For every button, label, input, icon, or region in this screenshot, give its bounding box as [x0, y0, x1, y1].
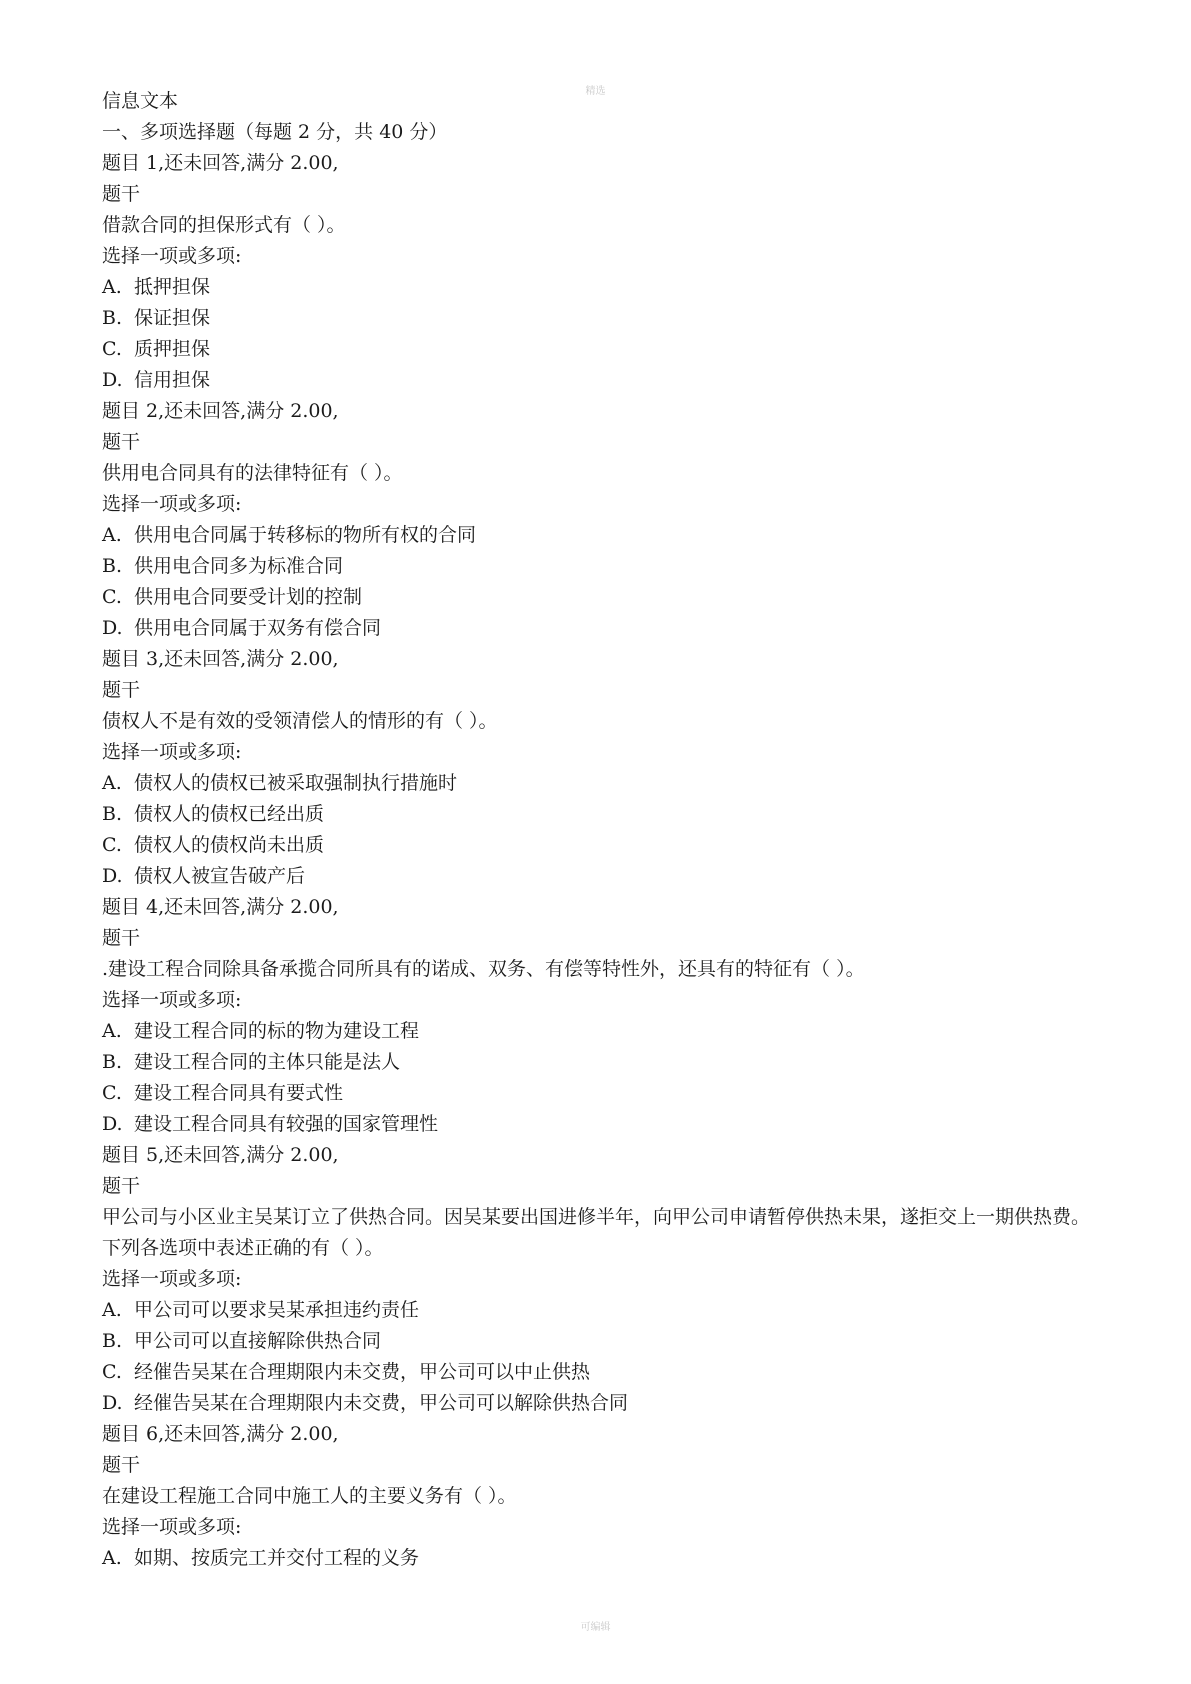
question-block — [102, 1140, 1102, 1419]
option-text: 经催告吴某在合理期限内未交费，甲公司可以解除供热合同 — [134, 1392, 629, 1414]
question-status: 题目 6,还未回答,满分 2.00, — [102, 1423, 339, 1445]
question-block — [102, 892, 1102, 1140]
option-letter: D. — [102, 617, 123, 639]
document-title: 信息文本 — [102, 90, 179, 112]
stem-label: 题干 — [102, 183, 141, 205]
option-text: 供用电合同属于转移标的物所有权的合同 — [134, 524, 477, 546]
stem-label: 题干 — [102, 679, 141, 701]
option-item[interactable] — [102, 830, 1102, 861]
option-item[interactable] — [102, 613, 1102, 644]
option-letter: D. — [102, 865, 123, 887]
choose-instruction: 选择一项或多项: — [102, 989, 242, 1011]
choose-instruction: 选择一项或多项: — [102, 1268, 242, 1290]
question-text: 借款合同的担保形式有（ ）。 — [102, 214, 346, 236]
question-status: 题目 5,还未回答,满分 2.00, — [102, 1144, 339, 1166]
option-item[interactable] — [102, 1295, 1102, 1326]
option-item[interactable] — [102, 1388, 1102, 1419]
choose-instruction: 选择一项或多项: — [102, 245, 242, 267]
footer-watermark: 可编辑 — [580, 1622, 611, 1633]
option-text: 供用电合同属于双务有偿合同 — [134, 617, 382, 639]
option-text: 抵押担保 — [134, 276, 211, 298]
option-text: 如期、按质完工并交付工程的义务 — [134, 1547, 420, 1569]
question-text: 供用电合同具有的法律特征有（ ）。 — [102, 462, 403, 484]
option-text: 信用担保 — [134, 369, 211, 391]
option-letter: B. — [102, 555, 123, 577]
option-letter: A. — [102, 772, 122, 794]
stem-label: 题干 — [102, 1175, 141, 1197]
option-item[interactable] — [102, 768, 1102, 799]
option-item[interactable] — [102, 365, 1102, 396]
question-block — [102, 148, 1102, 396]
question-text: .建设工程合同除具备承揽合同所具有的诺成、双务、有偿等特性外，还具有的特征有（ ）。 — [102, 958, 865, 980]
option-item[interactable] — [102, 520, 1102, 551]
option-item[interactable] — [102, 334, 1102, 365]
option-letter: B. — [102, 1051, 123, 1073]
question-block — [102, 396, 1102, 644]
question-block — [102, 1419, 1102, 1574]
option-letter: C. — [102, 1082, 122, 1104]
option-text: 保证担保 — [134, 307, 211, 329]
option-text: 建设工程合同的标的物为建设工程 — [134, 1020, 420, 1042]
option-text: 供用电合同多为标准合同 — [134, 555, 344, 577]
option-letter: A. — [102, 1299, 122, 1321]
choose-instruction: 选择一项或多项: — [102, 493, 242, 515]
stem-label: 题干 — [102, 927, 141, 949]
option-item[interactable] — [102, 1109, 1102, 1140]
option-item[interactable] — [102, 799, 1102, 830]
option-text: 甲公司可以要求吴某承担违约责任 — [134, 1299, 420, 1321]
option-letter: D. — [102, 1113, 123, 1135]
option-letter: C. — [102, 586, 122, 608]
option-item[interactable] — [102, 861, 1102, 892]
option-letter: D. — [102, 1392, 123, 1414]
option-text: 债权人的债权已经出质 — [134, 803, 325, 825]
option-item[interactable] — [102, 1543, 1102, 1574]
question-status: 题目 4,还未回答,满分 2.00, — [102, 896, 339, 918]
option-item[interactable] — [102, 272, 1102, 303]
question-status: 题目 1,还未回答,满分 2.00, — [102, 152, 339, 174]
question-status: 题目 2,还未回答,满分 2.00, — [102, 400, 339, 422]
choose-instruction: 选择一项或多项: — [102, 741, 242, 763]
header-watermark: 精选 — [585, 86, 606, 97]
option-text: 经催告吴某在合理期限内未交费，甲公司可以中止供热 — [134, 1361, 591, 1383]
option-text: 建设工程合同具有较强的国家管理性 — [134, 1113, 439, 1135]
option-text: 债权人的债权尚未出质 — [134, 834, 325, 856]
option-text: 质押担保 — [134, 338, 211, 360]
option-letter: A. — [102, 276, 122, 298]
option-letter: A. — [102, 1020, 122, 1042]
document-body — [102, 86, 1102, 1574]
option-text: 建设工程合同的主体只能是法人 — [134, 1051, 401, 1073]
option-item[interactable] — [102, 1078, 1102, 1109]
question-block — [102, 644, 1102, 892]
option-letter: A. — [102, 1547, 122, 1569]
option-item[interactable] — [102, 582, 1102, 613]
option-letter: D. — [102, 369, 123, 391]
question-list — [102, 148, 1102, 1574]
option-item[interactable] — [102, 1326, 1102, 1357]
option-letter: B. — [102, 803, 123, 825]
option-letter: B. — [102, 1330, 123, 1352]
option-text: 供用电合同要受计划的控制 — [134, 586, 363, 608]
option-item[interactable] — [102, 1016, 1102, 1047]
option-text: 甲公司可以直接解除供热合同 — [134, 1330, 382, 1352]
option-item[interactable] — [102, 303, 1102, 334]
question-text: 甲公司与小区业主吴某订立了供热合同。因吴某要出国进修半年，向甲公司申请暂停供热未果，遂拒交上一期供热费。下列各选项中表述正确的有（ ）。 — [102, 1206, 1091, 1259]
section-heading: 一、多项选择题（每题 2 分，共 40 分） — [102, 121, 448, 143]
option-text: 债权人的债权已被采取强制执行措施时 — [134, 772, 458, 794]
option-letter: B. — [102, 307, 123, 329]
stem-label: 题干 — [102, 431, 141, 453]
option-letter: A. — [102, 524, 122, 546]
stem-label: 题干 — [102, 1454, 141, 1476]
question-text: 债权人不是有效的受领清偿人的情形的有（ ）。 — [102, 710, 498, 732]
option-item[interactable] — [102, 551, 1102, 582]
option-text: 建设工程合同具有要式性 — [134, 1082, 344, 1104]
question-status: 题目 3,还未回答,满分 2.00, — [102, 648, 339, 670]
option-text: 债权人被宣告破产后 — [134, 865, 306, 887]
option-letter: C. — [102, 1361, 122, 1383]
question-text: 在建设工程施工合同中施工人的主要义务有（ ）。 — [102, 1485, 517, 1507]
option-item[interactable] — [102, 1047, 1102, 1078]
choose-instruction: 选择一项或多项: — [102, 1516, 242, 1538]
option-item[interactable] — [102, 1357, 1102, 1388]
option-letter: C. — [102, 338, 122, 360]
option-letter: C. — [102, 834, 122, 856]
